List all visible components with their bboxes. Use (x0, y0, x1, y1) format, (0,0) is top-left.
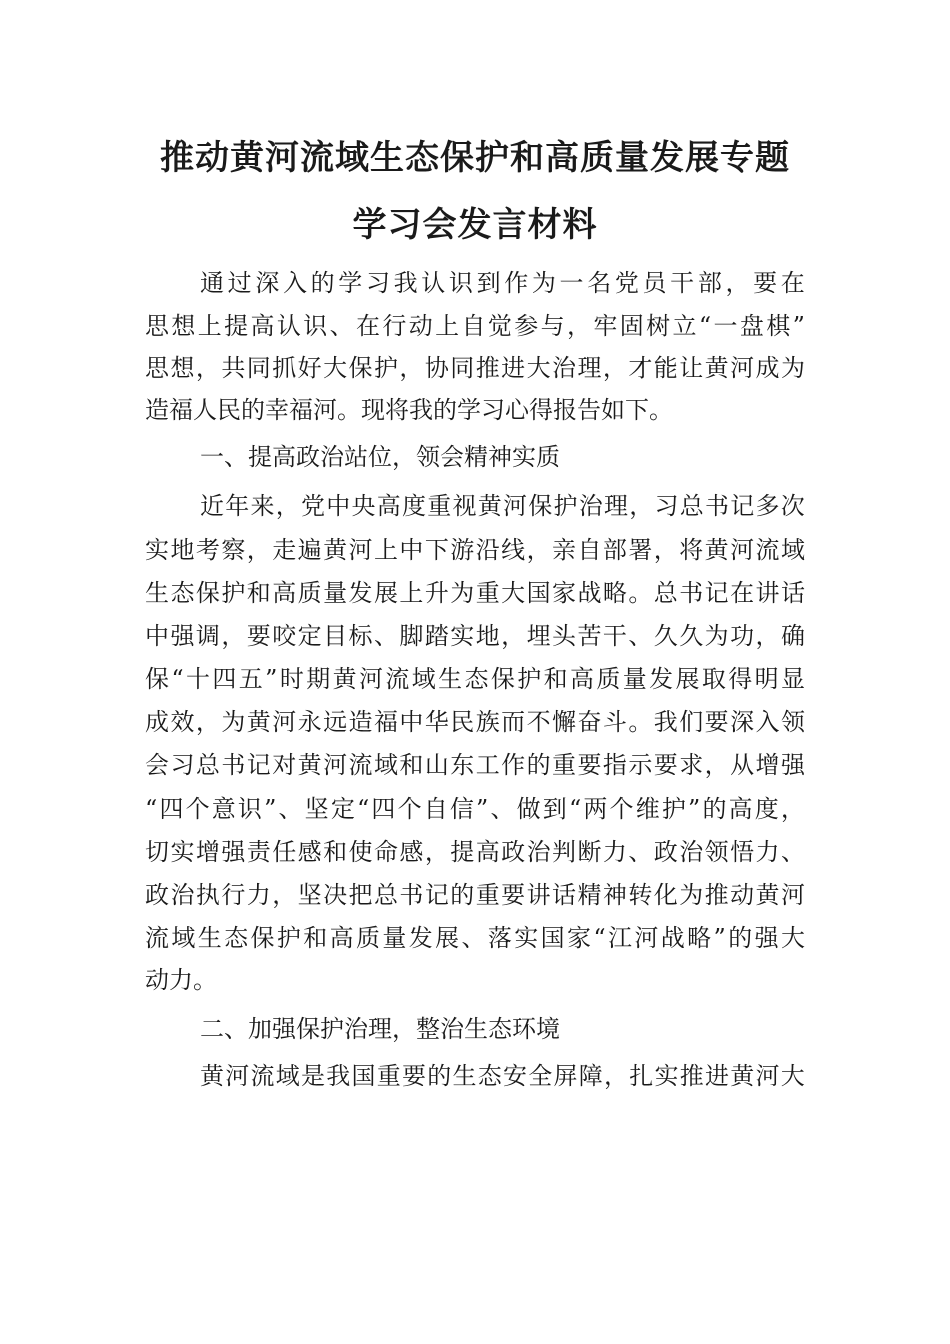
paragraph-line: 实 地 考 察 ， 走 遍 黄 河 上 中 下 游 沿 线 ， 亲 自 部 署 ， 将 黄 河 流 域 (145, 536, 805, 564)
section-heading-1: 一、提高政治站位，领会精神实质 (200, 443, 560, 471)
paragraph-line: 中 强 调 ， 要 咬 定 目 标 、 脚 踏 实 地 ， 埋 头 苦 干 、 久 久 为 功 ， 确 (145, 622, 805, 650)
paragraph-line: 切 实 增 强 责 任 感 和 使 命 感 ， 提 高 政 治 判 断 力 、 政 治 领 悟 力 、 (145, 838, 805, 866)
paragraph-line: 会 习 总 书 记 对 黄 河 流 域 和 山 东 工 作 的 重 要 指 示 要 求 ， 从 增 强 (145, 751, 805, 779)
paragraph-line: 成 效 ， 为 黄 河 永 远 造 福 中 华 民 族 而 不 懈 奋 斗 。 我 们 要 深 入 领 (145, 708, 805, 736)
paragraph-line: 政 治 执 行 力 ， 坚 决 把 总 书 记 的 重 要 讲 话 精 神 转 化 为 推 动 黄 河 (145, 881, 805, 909)
paragraph-line: 思 想 上 提 高 认 识 、 在 行 动 上 自 觉 参 与 ， 牢 固 树 立 “ 一 盘 棋 ” (145, 312, 805, 340)
document-title-line-1: 推动黄河流域生态保护和高质量发展专题 (160, 138, 790, 178)
paragraph-line: 近 年 来 ， 党 中 央 高 度 重 视 黄 河 保 护 治 理 ， 习 总 书 记 多 次 (200, 492, 805, 520)
paragraph-line: 生 态 保 护 和 高 质 量 发 展 上 升 为 重 大 国 家 战 略 。 总 书 记 在 讲 话 (145, 579, 805, 607)
paragraph-line: 黄 河 流 域 是 我 国 重 要 的 生 态 安 全 屏 障 ， 扎 实 推 进 黄 河 大 (200, 1062, 805, 1090)
document-title-line-2: 学习会发言材料 (352, 205, 598, 245)
paragraph-line: 流 域 生 态 保 护 和 高 质 量 发 展 、 落 实 国 家 “ 江 河 战 略 ” 的 强 大 (145, 924, 805, 952)
section-heading-2: 二、加强保护治理，整治生态环境 (200, 1015, 560, 1043)
paragraph-line: 保 “ 十 四 五 ” 时 期 黄 河 流 域 生 态 保 护 和 高 质 量 发 展 取 得 明 显 (145, 665, 805, 693)
paragraph-line: “ 四 个 意 识 ” 、 坚 定 “ 四 个 自 信 ” 、 做 到 “ 两 个 维 护 ” 的 高 度 ， (145, 795, 805, 823)
paragraph-line: 思 想 ， 共 同 抓 好 大 保 护 ， 协 同 推 进 大 治 理 ， 才 能 让 黄 河 成 为 (145, 354, 805, 382)
paragraph-line: 动力。 (145, 966, 217, 994)
paragraph-line: 造福人民的幸福河。现将我的学习心得报告如下。 (145, 396, 673, 424)
paragraph-line: 通 过 深 入 的 学 习 我 认 识 到 作 为 一 名 党 员 干 部 ， 要 在 (200, 269, 805, 297)
